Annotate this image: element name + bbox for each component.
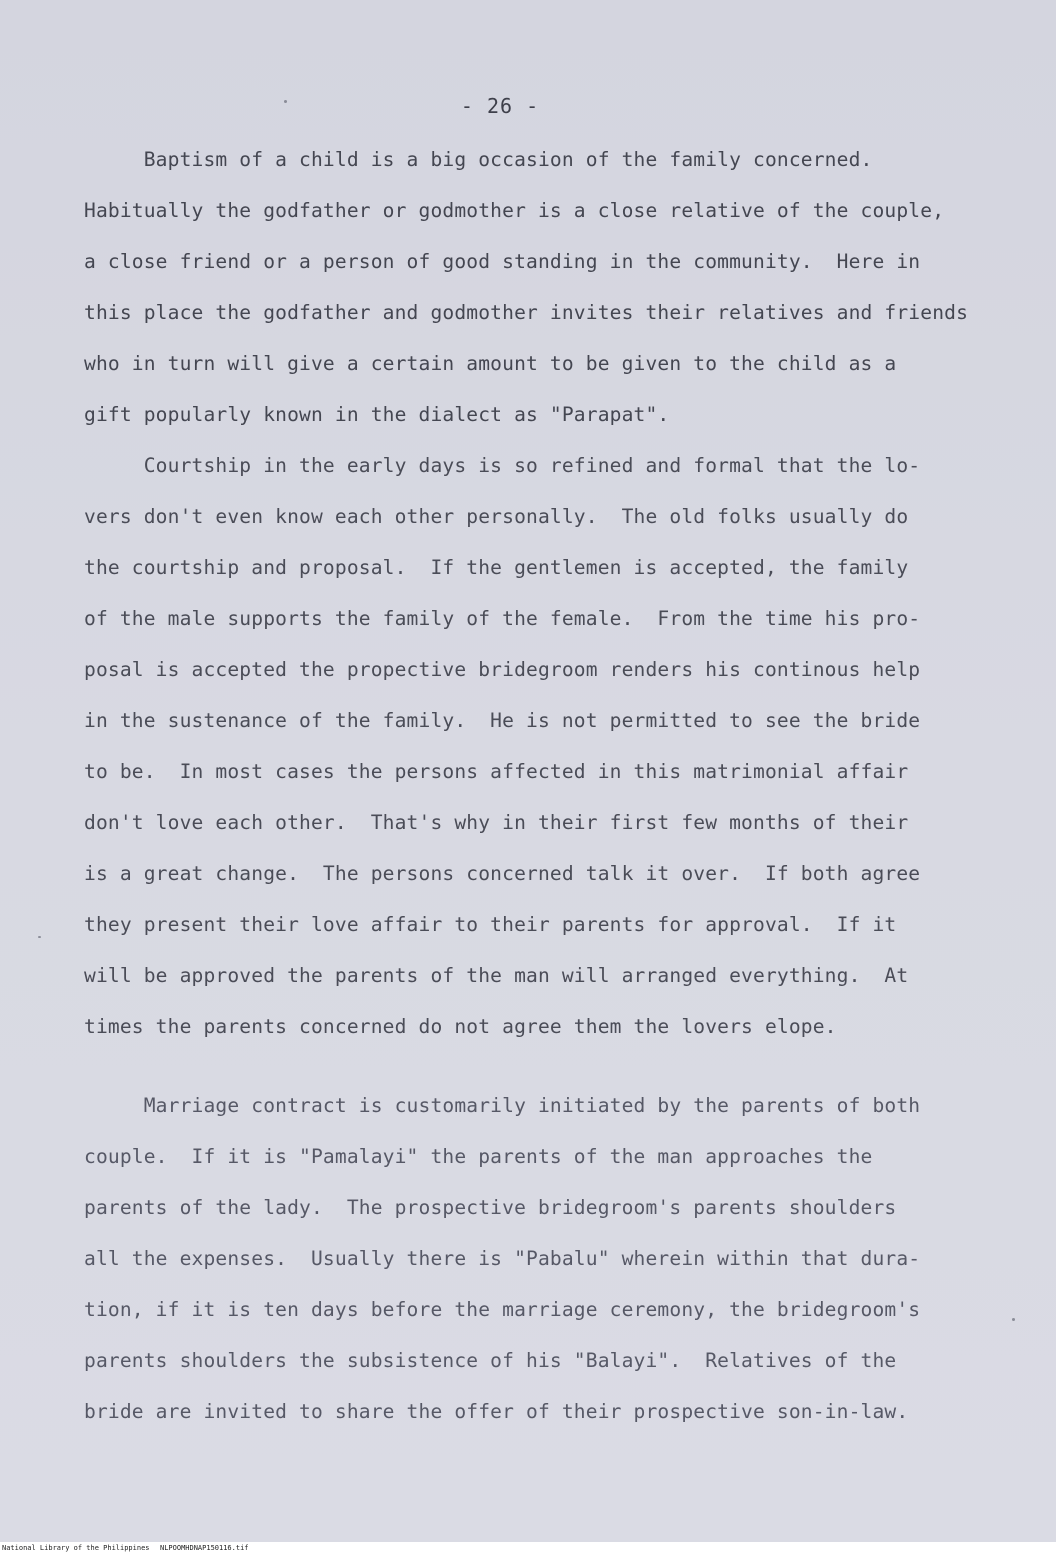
text-line: to be. In most cases the persons affected in this matrimonial affair	[84, 760, 909, 783]
text-line: they present their love affair to their parents for approval. If it	[84, 913, 897, 936]
footer-library: National Library of the Philippines	[2, 1544, 150, 1552]
text-line: is a great change. The persons concerned talk it over. If both agree	[84, 862, 921, 885]
text-line: in the sustenance of the family. He is not permitted to see the bride	[84, 709, 921, 732]
text-line: this place the godfather and godmother invites their relatives and friends	[84, 301, 969, 324]
paper-speck	[38, 936, 41, 938]
text-line: all the expenses. Usually there is "Pabalu" wherein within that dura-	[84, 1247, 921, 1270]
text-line: parents shoulders the subsistence of his "Balayi". Relatives of the	[84, 1349, 897, 1372]
text-line: who in turn will give a certain amount to be given to the child as a	[84, 352, 897, 375]
paper-speck	[284, 100, 287, 103]
text-line: Marriage contract is customarily initiated by the parents of both	[84, 1094, 921, 1117]
page-number: - 26 -	[460, 94, 540, 118]
text-line: bride are invited to share the offer of their prospective son-in-law.	[84, 1400, 909, 1423]
paper-speck	[1012, 1318, 1015, 1321]
scan-footer	[0, 1542, 1056, 1554]
text-line: don't love each other. That's why in their first few months of their	[84, 811, 909, 834]
text-line: vers don't even know each other personally. The old folks usually do	[84, 505, 909, 528]
text-line: gift popularly known in the dialect as "Parapat".	[84, 403, 670, 426]
footer-filename: NLPOOMHDNAP150116.tif	[160, 1544, 249, 1552]
text-line: Courtship in the early days is so refined and formal that the lo-	[84, 454, 921, 477]
text-line: of the male supports the family of the female. From the time his pro-	[84, 607, 921, 630]
text-line: Baptism of a child is a big occasion of the family concerned.	[84, 148, 873, 171]
text-line: times the parents concerned do not agree them the lovers elope.	[84, 1015, 837, 1038]
text-line: tion, if it is ten days before the marriage ceremony, the bridegroom's	[84, 1298, 921, 1321]
text-line: a close friend or a person of good standing in the community. Here in	[84, 250, 921, 273]
text-line: posal is accepted the propective bridegroom renders his continous help	[84, 658, 921, 681]
text-line: couple. If it is "Pamalayi" the parents of the man approaches the	[84, 1145, 873, 1168]
text-line: the courtship and proposal. If the gentlemen is accepted, the family	[84, 556, 909, 579]
text-line: will be approved the parents of the man will arranged everything. At	[84, 964, 909, 987]
text-line: parents of the lady. The prospective bridegroom's parents shoulders	[84, 1196, 897, 1219]
text-line: Habitually the godfather or godmother is a close relative of the couple,	[84, 199, 945, 222]
